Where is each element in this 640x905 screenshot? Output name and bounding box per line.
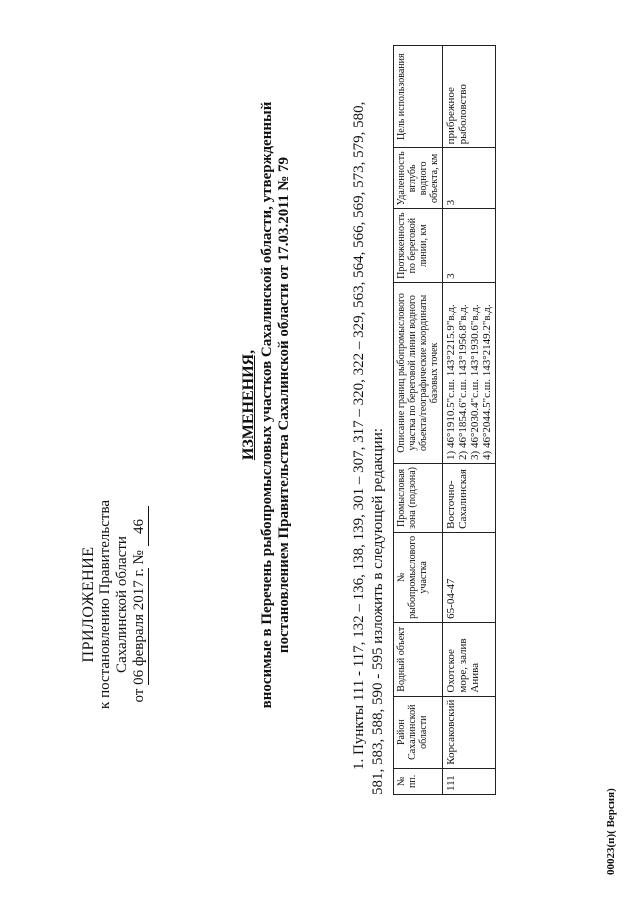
- header-district: Район Сахалинской области: [394, 696, 443, 768]
- header-length: Протяженность по береговой линии, км: [394, 209, 443, 282]
- version-footer: 00023(п)( Версия): [605, 788, 617, 875]
- appendix-date-line: [131, 500, 149, 709]
- table-header-row: [394, 46, 443, 795]
- cell-water-body: Охотское море, залив Анива: [443, 622, 496, 696]
- heading-title: ИЗМЕНЕНИЯ,: [240, 349, 257, 461]
- coordinate-point: 2) 46°1854.6"с.ш. 143°1956.8"в.д.: [457, 304, 469, 460]
- amendment-paragraph: 1. Пункты 111 - 117, 132 – 136, 138, 139, 301 – 307, 317 – 320, 322 – 329, 563, 564, 566, 569, 573, 579, 580, 581, 583, 588, 590 - 595 изложить в следующей редакции:: [351, 101, 386, 795]
- header-number: № пп.: [394, 768, 443, 794]
- header-depth: Удаленность вглубь водного объекта, км: [394, 148, 443, 209]
- header-plot-number: № рыбопромыслового участка: [394, 532, 443, 622]
- appendix-line-1: к постановлению Правительства: [97, 500, 113, 709]
- cell-purpose: прибрежное рыболовство: [443, 46, 496, 148]
- cell-plot-number: 65-04-47: [443, 532, 496, 622]
- coordinate-point: 3) 46°2030.4"с.ш. 143°1930.6"в.д.: [469, 304, 481, 460]
- appendix-line-2: Сахалинской области: [114, 536, 130, 673]
- decree-date: 06 февраля 2017 г.: [131, 568, 147, 685]
- coordinate-point: 4) 46°2044.5"с.ш. 143°2149.2"в.д.: [481, 304, 493, 460]
- cell-coordinates: [443, 282, 496, 463]
- heading-line-2: постановлением Правительства Сахалинской области от 17.03.2011 № 79: [276, 156, 292, 654]
- header-boundaries: Описание границ рыбопромыслового участка по береговой линии водного объекта/географические координаты базовых точек: [394, 282, 443, 463]
- header-fishing-zone: Промысловая зона (подзона): [394, 463, 443, 532]
- number-label: №: [131, 550, 147, 565]
- appendix-block: [80, 500, 149, 709]
- coordinate-point: 1) 46°1910.5"с.ш. 143°2215.9"в.д.: [445, 304, 457, 460]
- from-label: от: [131, 688, 147, 703]
- header-water-body: Водный объект: [394, 622, 443, 696]
- appendix-title: ПРИЛОЖЕНИЕ: [80, 546, 97, 663]
- heading-line-1: вносимые в Перечень рыбопромысловых участков Сахалинской области, утвержденный: [259, 101, 275, 709]
- header-purpose: Цель использования: [394, 46, 443, 148]
- decree-number: 46: [131, 506, 149, 546]
- document-heading: [240, 75, 293, 735]
- cell-fishing-zone: Восточно-Сахалинская: [443, 463, 496, 532]
- cell-district: Корсаковский: [443, 696, 496, 768]
- cell-length: 3: [443, 209, 496, 282]
- cell-depth: 3: [443, 148, 496, 209]
- table-row: [443, 46, 496, 795]
- fishing-plots-table: [393, 45, 496, 795]
- cell-number: 111: [443, 768, 496, 794]
